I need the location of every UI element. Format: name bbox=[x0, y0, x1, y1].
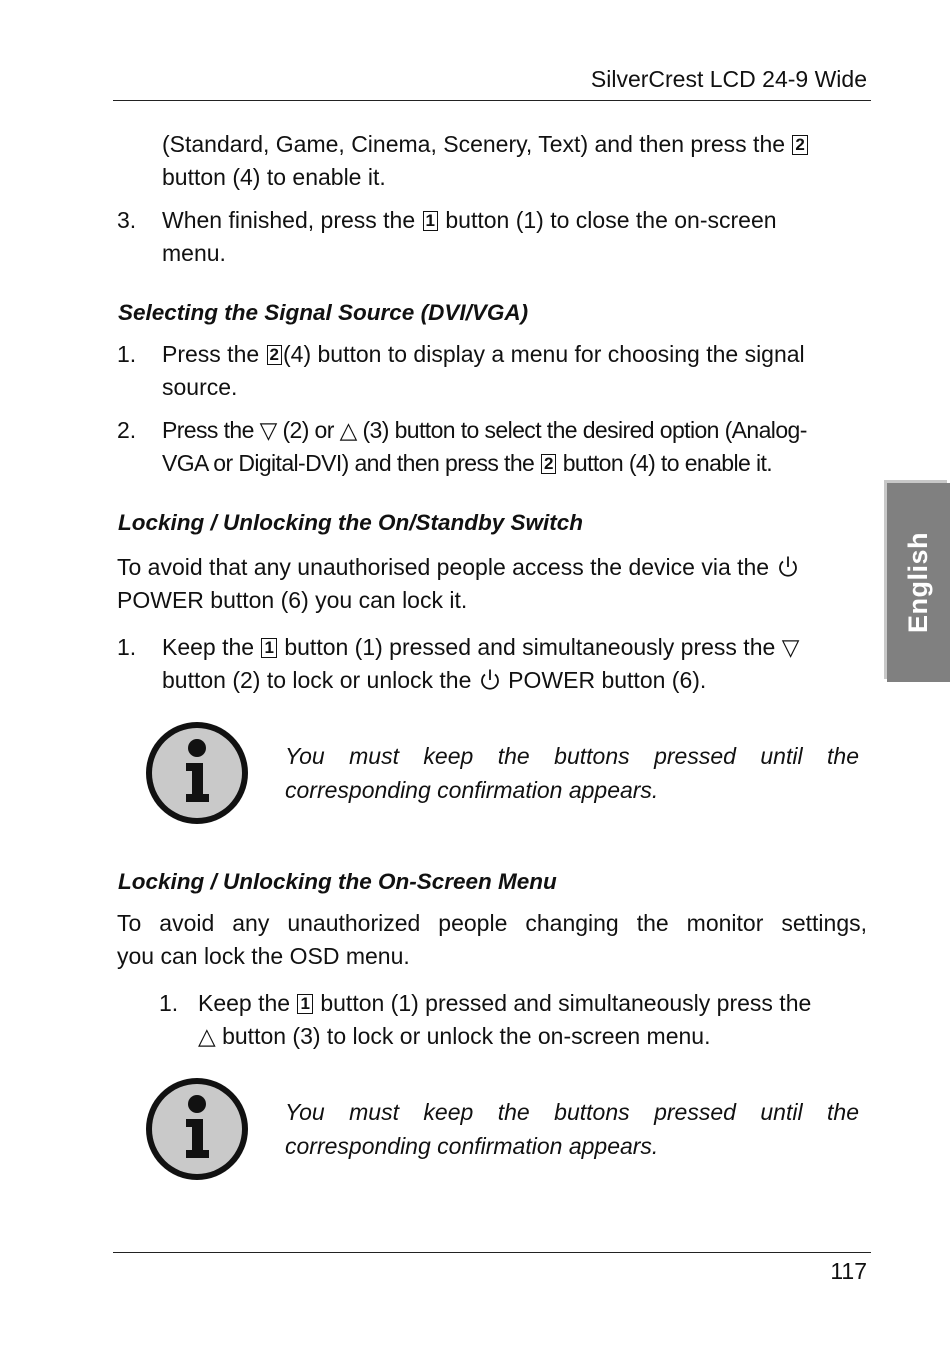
intro-line-1: (Standard, Game, Cinema, Scenery, Text) and then press the 2 bbox=[162, 128, 872, 161]
step-3-text: When finished, press the 1 button (1) to close the on-screen menu. bbox=[162, 207, 777, 266]
lock-power-step-1-text: Keep the 1 button (1) pressed and simultaneously press the ▽ button (2) to lock or unlock the POWER button (6). bbox=[162, 634, 800, 693]
note-lock-power: You must keep the buttons pressed until the corresponding confirmation appears. bbox=[285, 743, 859, 803]
step-number: 1. bbox=[117, 634, 137, 660]
down-triangle-icon: ▽ bbox=[259, 417, 277, 443]
section-heading-signal-source: Selecting the Signal Source (DVI/VGA) bbox=[118, 300, 529, 325]
section-heading-lock-power: Locking / Unlocking the On/Standby Switch bbox=[118, 510, 584, 535]
button-2-icon: 2 bbox=[792, 135, 807, 155]
signal-step-2-text: Press the ▽ (2) or △ (3) button to select the desired option (Analog- VGA or Digital-DVI) and then press the 2 button (4) to enable it. bbox=[162, 417, 807, 476]
up-triangle-icon: △ bbox=[339, 417, 357, 443]
intro-line-2: button (4) to enable it. bbox=[162, 164, 386, 190]
section-heading-lock-osd: Locking / Unlocking the On-Screen Menu bbox=[118, 869, 557, 894]
button-1-icon: 1 bbox=[423, 211, 438, 231]
lock-power-paragraph: To avoid that any unauthorised people access the device via the POWER button (6) you can lock it. bbox=[117, 551, 872, 617]
button-1-icon: 1 bbox=[297, 994, 312, 1014]
language-tab-label: English bbox=[903, 531, 934, 634]
up-triangle-icon: △ bbox=[198, 1023, 216, 1049]
footer-divider bbox=[113, 1252, 871, 1253]
button-2-icon: 2 bbox=[541, 454, 556, 474]
running-header: SilverCrest LCD 24-9 Wide bbox=[590, 66, 867, 92]
page-number: 117 bbox=[830, 1258, 867, 1284]
step-number: 2. bbox=[117, 417, 137, 443]
language-tab bbox=[887, 483, 950, 682]
button-1-icon: 1 bbox=[261, 638, 276, 658]
signal-step-1-text: Press the 2 (4) button to display a menu for choosing the signal source. bbox=[162, 341, 805, 400]
info-icon bbox=[142, 718, 252, 828]
note-lock-osd: You must keep the buttons pressed until the corresponding confirmation appears. bbox=[285, 1099, 859, 1159]
down-triangle-icon: ▽ bbox=[781, 634, 800, 660]
power-icon bbox=[776, 555, 800, 579]
power-icon bbox=[478, 668, 502, 692]
lock-osd-step-1-text: Keep the 1 button (1) pressed and simultaneously press the △ button (3) to lock or unlock the on-screen menu. bbox=[198, 990, 812, 1049]
info-icon bbox=[142, 1074, 252, 1184]
intro-continuation bbox=[162, 128, 872, 194]
step-number: 3. bbox=[117, 207, 137, 233]
step-number: 1. bbox=[159, 990, 179, 1016]
step-number: 1. bbox=[117, 341, 137, 367]
button-2-icon: 2 bbox=[267, 345, 282, 365]
header-divider bbox=[113, 100, 871, 101]
lock-osd-paragraph: To avoid any unauthorized people changing the monitor settings, you can lock the OSD menu. bbox=[117, 910, 867, 969]
